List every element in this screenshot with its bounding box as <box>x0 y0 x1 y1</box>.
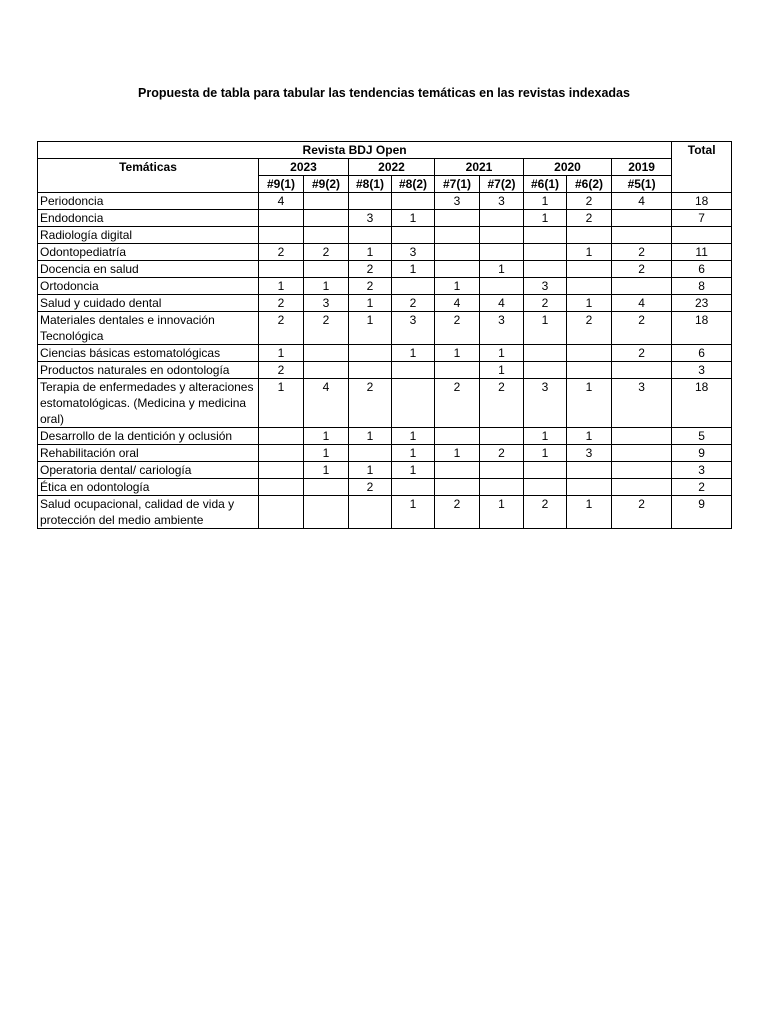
count-cell <box>480 479 524 496</box>
count-cell <box>612 210 672 227</box>
total-cell: 9 <box>672 496 732 529</box>
count-cell: 2 <box>612 312 672 345</box>
count-cell <box>480 428 524 445</box>
table-row <box>38 496 732 529</box>
count-cell: 2 <box>524 295 567 312</box>
count-cell: 1 <box>524 210 567 227</box>
count-cell <box>259 227 304 244</box>
tema-cell: Productos naturales en odontología <box>38 362 259 379</box>
tema-cell: Periodoncia <box>38 193 259 210</box>
count-cell <box>304 261 349 278</box>
issue-header: #9(2) <box>304 176 349 193</box>
count-cell: 4 <box>435 295 480 312</box>
journal-header: Revista BDJ Open <box>38 142 672 159</box>
table-row <box>38 210 732 227</box>
tema-cell: Ciencias básicas estomatológicas <box>38 345 259 362</box>
count-cell: 1 <box>304 428 349 445</box>
count-cell: 1 <box>259 379 304 428</box>
total-cell: 2 <box>672 479 732 496</box>
count-cell: 1 <box>435 345 480 362</box>
count-cell: 2 <box>349 479 392 496</box>
count-cell: 3 <box>304 295 349 312</box>
issue-header: #7(1) <box>435 176 480 193</box>
count-cell: 3 <box>524 379 567 428</box>
count-cell <box>567 227 612 244</box>
issue-header: #8(2) <box>392 176 435 193</box>
count-cell <box>612 479 672 496</box>
count-cell: 2 <box>259 295 304 312</box>
count-cell <box>435 261 480 278</box>
count-cell: 1 <box>567 428 612 445</box>
count-cell: 1 <box>392 462 435 479</box>
themes-table <box>37 141 732 529</box>
count-cell <box>524 244 567 261</box>
count-cell <box>612 362 672 379</box>
count-cell <box>349 496 392 529</box>
count-cell <box>304 210 349 227</box>
total-cell: 6 <box>672 345 732 362</box>
table-row <box>38 193 732 210</box>
count-cell: 1 <box>259 278 304 295</box>
count-cell: 1 <box>259 345 304 362</box>
count-cell <box>480 210 524 227</box>
count-cell <box>349 193 392 210</box>
table-row <box>38 479 732 496</box>
count-cell: 2 <box>612 345 672 362</box>
total-cell: 11 <box>672 244 732 261</box>
tema-cell: Operatoria dental/ cariología <box>38 462 259 479</box>
count-cell: 3 <box>480 312 524 345</box>
count-cell <box>392 479 435 496</box>
count-cell <box>524 345 567 362</box>
issue-header: #7(2) <box>480 176 524 193</box>
count-cell: 1 <box>392 210 435 227</box>
count-cell <box>392 379 435 428</box>
count-cell <box>259 428 304 445</box>
count-cell: 1 <box>567 379 612 428</box>
tema-cell: Docencia en salud <box>38 261 259 278</box>
count-cell: 4 <box>480 295 524 312</box>
count-cell: 1 <box>435 278 480 295</box>
total-cell: 6 <box>672 261 732 278</box>
count-cell <box>392 362 435 379</box>
count-cell <box>435 462 480 479</box>
header-row-journal <box>38 142 732 159</box>
tema-cell: Radiología digital <box>38 227 259 244</box>
count-cell <box>259 261 304 278</box>
header-row-years <box>38 159 732 176</box>
issue-header: #6(2) <box>567 176 612 193</box>
count-cell <box>524 362 567 379</box>
count-cell <box>392 193 435 210</box>
tema-cell: Endodoncia <box>38 210 259 227</box>
count-cell: 1 <box>304 445 349 462</box>
count-cell: 1 <box>392 345 435 362</box>
count-cell: 3 <box>392 244 435 261</box>
count-cell: 4 <box>304 379 349 428</box>
count-cell: 1 <box>349 295 392 312</box>
count-cell: 2 <box>304 312 349 345</box>
count-cell <box>524 462 567 479</box>
count-cell: 1 <box>567 244 612 261</box>
count-cell: 1 <box>524 428 567 445</box>
count-cell: 3 <box>480 193 524 210</box>
count-cell: 2 <box>259 312 304 345</box>
count-cell <box>480 227 524 244</box>
count-cell: 2 <box>349 278 392 295</box>
count-cell <box>435 362 480 379</box>
tema-cell: Ética en odontología <box>38 479 259 496</box>
count-cell <box>304 496 349 529</box>
total-cell: 23 <box>672 295 732 312</box>
tematicas-header: Temáticas <box>38 159 259 193</box>
year-header: 2020 <box>524 159 612 176</box>
count-cell: 3 <box>435 193 480 210</box>
count-cell <box>567 261 612 278</box>
total-cell: 9 <box>672 445 732 462</box>
count-cell: 1 <box>567 295 612 312</box>
count-cell: 2 <box>612 261 672 278</box>
count-cell: 4 <box>259 193 304 210</box>
count-cell: 1 <box>349 462 392 479</box>
table-row <box>38 462 732 479</box>
count-cell: 1 <box>392 445 435 462</box>
count-cell: 2 <box>392 295 435 312</box>
count-cell <box>612 227 672 244</box>
total-cell: 7 <box>672 210 732 227</box>
count-cell <box>349 445 392 462</box>
count-cell: 2 <box>480 445 524 462</box>
total-header: Total <box>672 142 732 193</box>
tema-cell: Terapia de enfermedades y alteraciones estomatológicas. (Medicina y medicina oral) <box>38 379 259 428</box>
count-cell: 1 <box>349 428 392 445</box>
year-header: 2019 <box>612 159 672 176</box>
total-cell: 5 <box>672 428 732 445</box>
count-cell: 1 <box>524 312 567 345</box>
count-cell: 1 <box>349 244 392 261</box>
count-cell: 2 <box>567 210 612 227</box>
count-cell: 1 <box>480 345 524 362</box>
count-cell: 1 <box>392 428 435 445</box>
total-cell <box>672 227 732 244</box>
count-cell: 2 <box>259 362 304 379</box>
count-cell: 2 <box>259 244 304 261</box>
count-cell <box>392 278 435 295</box>
count-cell: 1 <box>524 445 567 462</box>
total-cell: 3 <box>672 462 732 479</box>
year-header: 2021 <box>435 159 524 176</box>
count-cell <box>392 227 435 244</box>
table-row <box>38 244 732 261</box>
count-cell <box>567 278 612 295</box>
count-cell <box>612 445 672 462</box>
count-cell: 3 <box>349 210 392 227</box>
count-cell: 2 <box>480 379 524 428</box>
count-cell <box>259 210 304 227</box>
count-cell <box>567 462 612 479</box>
count-cell: 1 <box>567 496 612 529</box>
count-cell <box>567 362 612 379</box>
table-row <box>38 227 732 244</box>
count-cell: 1 <box>480 496 524 529</box>
tema-cell: Desarrollo de la dentición y oclusión <box>38 428 259 445</box>
table-row <box>38 295 732 312</box>
table-row <box>38 312 732 345</box>
count-cell <box>259 462 304 479</box>
count-cell <box>524 261 567 278</box>
tema-cell: Odontopediatría <box>38 244 259 261</box>
count-cell <box>435 210 480 227</box>
total-cell: 18 <box>672 379 732 428</box>
total-cell: 18 <box>672 312 732 345</box>
total-cell: 3 <box>672 362 732 379</box>
count-cell: 2 <box>435 379 480 428</box>
count-cell <box>259 445 304 462</box>
count-cell <box>304 362 349 379</box>
count-cell: 2 <box>612 496 672 529</box>
count-cell: 2 <box>567 193 612 210</box>
table-row <box>38 445 732 462</box>
count-cell: 1 <box>304 462 349 479</box>
count-cell: 2 <box>435 496 480 529</box>
tema-cell: Materiales dentales e innovación Tecnológica <box>38 312 259 345</box>
count-cell <box>612 278 672 295</box>
issue-header: #6(1) <box>524 176 567 193</box>
document-title: Propuesta de tabla para tabular las tendencias temáticas en las revistas indexadas <box>138 86 630 100</box>
count-cell <box>435 244 480 261</box>
count-cell: 1 <box>435 445 480 462</box>
year-header: 2022 <box>349 159 435 176</box>
year-header: 2023 <box>259 159 349 176</box>
table-row <box>38 362 732 379</box>
tema-cell: Ortodoncia <box>38 278 259 295</box>
count-cell <box>435 428 480 445</box>
table-row <box>38 345 732 362</box>
table-header <box>38 142 732 193</box>
table-row <box>38 428 732 445</box>
count-cell <box>567 479 612 496</box>
count-cell <box>524 227 567 244</box>
count-cell <box>480 278 524 295</box>
count-cell: 1 <box>480 261 524 278</box>
count-cell <box>259 496 304 529</box>
count-cell <box>349 345 392 362</box>
count-cell: 2 <box>612 244 672 261</box>
count-cell: 1 <box>480 362 524 379</box>
count-cell: 2 <box>435 312 480 345</box>
count-cell <box>480 462 524 479</box>
count-cell: 1 <box>392 261 435 278</box>
table-row <box>38 278 732 295</box>
count-cell: 2 <box>524 496 567 529</box>
count-cell <box>435 227 480 244</box>
tema-cell: Rehabilitación oral <box>38 445 259 462</box>
count-cell: 4 <box>612 295 672 312</box>
count-cell <box>349 227 392 244</box>
count-cell <box>349 362 392 379</box>
count-cell <box>524 479 567 496</box>
count-cell: 3 <box>567 445 612 462</box>
count-cell: 2 <box>349 379 392 428</box>
table-row <box>38 379 732 428</box>
count-cell: 2 <box>304 244 349 261</box>
count-cell: 1 <box>349 312 392 345</box>
count-cell <box>435 479 480 496</box>
count-cell <box>304 227 349 244</box>
count-cell <box>567 345 612 362</box>
issue-header: #5(1) <box>612 176 672 193</box>
count-cell <box>304 479 349 496</box>
count-cell: 2 <box>567 312 612 345</box>
count-cell: 2 <box>349 261 392 278</box>
count-cell: 3 <box>612 379 672 428</box>
count-cell: 1 <box>304 278 349 295</box>
count-cell: 1 <box>392 496 435 529</box>
total-cell: 18 <box>672 193 732 210</box>
count-cell <box>612 462 672 479</box>
count-cell: 3 <box>524 278 567 295</box>
count-cell: 3 <box>392 312 435 345</box>
count-cell <box>612 428 672 445</box>
count-cell: 4 <box>612 193 672 210</box>
issue-header: #8(1) <box>349 176 392 193</box>
count-cell <box>259 479 304 496</box>
count-cell: 1 <box>524 193 567 210</box>
count-cell <box>480 244 524 261</box>
count-cell <box>304 345 349 362</box>
total-cell: 8 <box>672 278 732 295</box>
tema-cell: Salud ocupacional, calidad de vida y protección del medio ambiente <box>38 496 259 529</box>
table-body <box>38 193 732 529</box>
table-row <box>38 261 732 278</box>
tema-cell: Salud y cuidado dental <box>38 295 259 312</box>
count-cell <box>304 193 349 210</box>
issue-header: #9(1) <box>259 176 304 193</box>
